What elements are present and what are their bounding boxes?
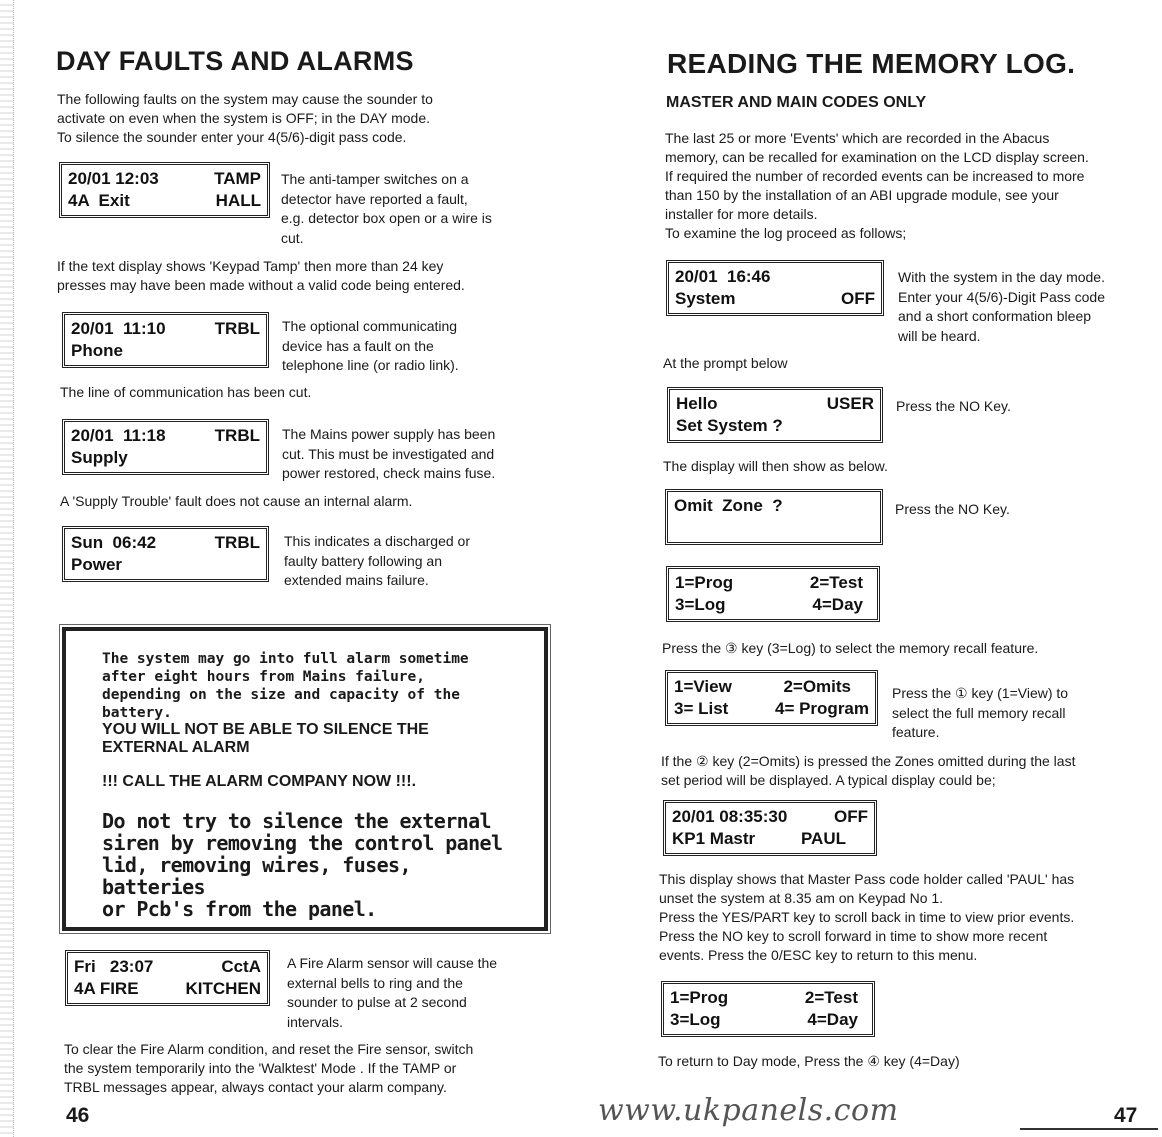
intro-paragraph xyxy=(57,90,557,147)
warning-line: depending on the size and capacity of the xyxy=(102,687,460,703)
lcd-line xyxy=(674,517,679,539)
phone-note: The line of communication has been cut. xyxy=(60,384,312,400)
lcd-display-tamper xyxy=(59,162,270,218)
lcd-line: 1=View xyxy=(674,677,732,696)
fire-description xyxy=(287,954,557,1032)
system-off-description xyxy=(898,268,1160,346)
omits-key-note xyxy=(661,752,1159,790)
lcd-display-system-off xyxy=(666,260,884,316)
lcd-line: Hello xyxy=(676,394,718,413)
fire-reset-paragraph xyxy=(64,1040,564,1097)
phone-description xyxy=(282,317,542,376)
lcd-display-menu xyxy=(661,981,875,1037)
view-key-description xyxy=(892,684,1142,743)
desc-line: external bells to ring and the xyxy=(287,974,463,991)
note-line: This display shows that Master Pass code holder called 'PAUL' has xyxy=(659,871,1075,887)
desc-line: device has a fault on the xyxy=(282,337,434,354)
desc-line: cut. xyxy=(281,229,304,246)
lcd-line: Phone xyxy=(71,341,123,360)
intro-line: than 150 by the installation of an ABI upgrade module, see your xyxy=(665,187,1059,203)
lcd-display-menu xyxy=(666,566,880,622)
lcd-line: 20/01 08:35:30 xyxy=(672,807,788,826)
desc-line: will be heard. xyxy=(898,327,981,344)
desc-line: The anti-tamper switches on a xyxy=(281,171,469,187)
lcd-line: 20/01 16:46 xyxy=(675,267,771,286)
note-line: presses may have been made without a valid code being entered. xyxy=(57,277,465,293)
lcd-line: 1=Prog xyxy=(670,988,729,1007)
display-note: The display will then show as below. xyxy=(663,458,888,474)
warning-line: Do not try to silence the external xyxy=(102,809,491,833)
press-no-key-instruction: Press the NO Key. xyxy=(896,398,1011,414)
lcd-line: 2=Omits xyxy=(783,677,851,696)
desc-line: power restored, check mains fuse. xyxy=(282,465,496,481)
prompt-note: At the prompt below xyxy=(663,355,788,371)
lcd-line: 20/01 11:18 xyxy=(71,426,166,445)
website-watermark: www.ukpanels.com xyxy=(598,1093,899,1128)
lcd-display-fire xyxy=(65,950,270,1006)
lcd-line: 4A FIRE xyxy=(74,979,139,998)
page-number: 46 xyxy=(66,1104,90,1127)
intro-line: To silence the sounder enter your 4(5/6)-digit pass code. xyxy=(57,129,407,145)
lcd-line: 4=Day xyxy=(812,595,863,614)
warning-line: after eight hours from Mains failure, xyxy=(102,669,426,685)
lcd-line: Fri 23:07 xyxy=(74,957,154,976)
power-description xyxy=(284,532,544,591)
lcd-line: Sun 06:42 xyxy=(71,533,157,552)
warning-paragraph xyxy=(102,650,522,722)
page-title: READING THE MEMORY LOG. xyxy=(667,48,1076,79)
supply-description xyxy=(282,425,552,484)
lcd-line: TAMP xyxy=(214,169,261,188)
lcd-line: CctA xyxy=(221,957,261,976)
note-line: If the text display shows 'Keypad Tamp' then more than 24 key xyxy=(57,258,444,274)
supply-note: A 'Supply Trouble' fault does not cause an internal alarm. xyxy=(60,493,413,509)
intro-line: The following faults on the system may cause the sounder to xyxy=(57,91,433,107)
lcd-line: 4= Program xyxy=(774,699,869,718)
lcd-display-supply xyxy=(62,419,269,475)
desc-line: telephone line (or radio link). xyxy=(282,357,459,373)
desc-line: extended mains failure. xyxy=(284,572,429,588)
outro-line: TRBL messages appear, always contact your alarm company. xyxy=(64,1079,447,1095)
intro-line: To examine the log proceed as follows; xyxy=(665,225,907,241)
lcd-display-view-menu xyxy=(665,670,878,726)
page-subtitle: MASTER AND MAIN CODES ONLY xyxy=(666,94,927,111)
note-line: unset the system at 8.35 am on Keypad No 1. xyxy=(659,890,944,906)
lcd-line: KP1 Mastr xyxy=(672,829,756,848)
desc-line: sounder to pulse at 2 second xyxy=(287,994,467,1010)
lcd-line: PAUL xyxy=(800,829,846,848)
note-line: Press the YES/PART key to scroll back in time to view prior events. xyxy=(659,909,1075,925)
desc-line: This indicates a discharged or xyxy=(284,533,470,549)
return-day-note: To return to Day mode, Press the ④ key (4=Day) xyxy=(658,1053,960,1069)
lcd-display-power xyxy=(62,526,269,582)
desc-line: cut. This must be investigated and xyxy=(282,445,495,462)
right-page xyxy=(581,0,1162,1137)
lcd-line: 3=Log xyxy=(675,595,726,614)
lcd-line: OFF xyxy=(834,807,868,826)
keypad-tamp-note xyxy=(57,257,557,295)
lcd-display-hello-user xyxy=(667,387,883,443)
lcd-display-omit-zone xyxy=(665,489,883,545)
desc-line: Enter your 4(5/6)-Digit Pass code xyxy=(898,288,1105,305)
intro-line: memory, can be recalled for examination on the LCD display screen. xyxy=(665,149,1089,165)
intro-line: installer for more details. xyxy=(665,206,818,222)
desc-line: faulty battery following an xyxy=(284,552,442,569)
desc-line: intervals. xyxy=(287,1013,344,1030)
note-line: set period will be displayed. A typical display could be; xyxy=(661,772,996,788)
page-title: DAY FAULTS AND ALARMS xyxy=(56,46,414,76)
press-no-key-instruction: Press the NO Key. xyxy=(895,501,1010,517)
warning-line: EXTERNAL ALARM xyxy=(102,739,250,756)
lcd-line: 20/01 12:03 xyxy=(68,169,159,188)
lcd-line: OFF xyxy=(841,289,875,308)
warning-line: lid, removing wires, fuses, batteries xyxy=(102,853,411,899)
warning-do-not-try xyxy=(102,810,522,920)
bottom-rule xyxy=(1020,1128,1158,1130)
desc-line: select the full memory recall xyxy=(892,704,1066,721)
lcd-line: System xyxy=(675,289,736,308)
warning-cannot-silence xyxy=(102,721,522,757)
warning-line: siren by removing the control panel xyxy=(102,831,503,855)
desc-line: A Fire Alarm sensor will cause the xyxy=(287,955,498,971)
desc-line: detector have reported a fault, xyxy=(281,190,468,207)
lcd-line: TRBL xyxy=(214,426,260,445)
lcd-line: HALL xyxy=(215,191,261,210)
outro-line: To clear the Fire Alarm condition, and reset the Fire sensor, switch xyxy=(64,1041,474,1057)
lcd-line: USER xyxy=(826,394,874,413)
lcd-line: Power xyxy=(71,555,123,574)
lcd-line: 1=Prog xyxy=(675,573,734,592)
outro-line: the system temporarily into the 'Walktest' Mode . If the TAMP or xyxy=(64,1060,457,1076)
note-line: Press the NO key to scroll forward in time to show more recent xyxy=(659,928,1048,944)
desc-line: The optional communicating xyxy=(282,318,458,334)
lcd-line: 2=Test xyxy=(804,988,858,1007)
warning-line: battery. xyxy=(102,705,172,721)
note-line: events. Press the 0/ESC key to return to this menu. xyxy=(659,947,978,963)
warning-line: The system may go into full alarm sometime xyxy=(102,651,469,667)
intro-line: The last 25 or more 'Events' which are recorded in the Abacus xyxy=(665,130,1050,146)
lcd-line: TRBL xyxy=(214,319,260,338)
lcd-line: Supply xyxy=(71,448,128,467)
desc-line: feature. xyxy=(892,724,940,740)
lcd-line: 20/01 11:10 xyxy=(71,319,166,338)
warning-call-company: !!! CALL THE ALARM COMPANY NOW !!!. xyxy=(102,773,417,790)
lcd-line: 4A Exit xyxy=(68,191,130,210)
warning-line: YOU WILL NOT BE ABLE TO SILENCE THE xyxy=(102,721,429,738)
lcd-line: Omit Zone ? xyxy=(674,496,783,515)
desc-line: The Mains power supply has been xyxy=(282,426,496,442)
page-number: 47 xyxy=(1114,1104,1138,1127)
lcd-line: Set System ? xyxy=(676,416,783,435)
warning-line: or Pcb's from the panel. xyxy=(102,897,377,921)
lcd-line: 3= List xyxy=(674,699,729,718)
lcd-line: 3=Log xyxy=(670,1010,721,1029)
log-key-note: Press the ③ key (3=Log) to select the memory recall feature. xyxy=(662,640,1039,656)
lcd-line: 4=Day xyxy=(807,1010,858,1029)
lcd-display-phone xyxy=(62,312,269,368)
lcd-display-event xyxy=(663,800,877,856)
event-explanation xyxy=(659,870,1159,965)
desc-line: With the system in the day mode. xyxy=(898,269,1105,285)
lcd-line: 2=Test xyxy=(809,573,863,592)
note-line: If the ② key (2=Omits) is pressed the Zones omitted during the last xyxy=(661,753,1076,769)
tamper-description xyxy=(281,170,551,248)
desc-line: e.g. detector box open or a wire is xyxy=(281,210,492,226)
desc-line: and a short conformation bleep xyxy=(898,308,1092,324)
intro-paragraph xyxy=(665,129,1159,243)
intro-line: If required the number of recorded events can be increased to more xyxy=(665,168,1085,184)
lcd-line: TRBL xyxy=(214,533,260,552)
intro-line: activate on even when the system is OFF; in the DAY mode. xyxy=(57,110,430,126)
lcd-line: KITCHEN xyxy=(185,979,261,998)
desc-line: Press the ① key (1=View) to xyxy=(892,685,1069,701)
